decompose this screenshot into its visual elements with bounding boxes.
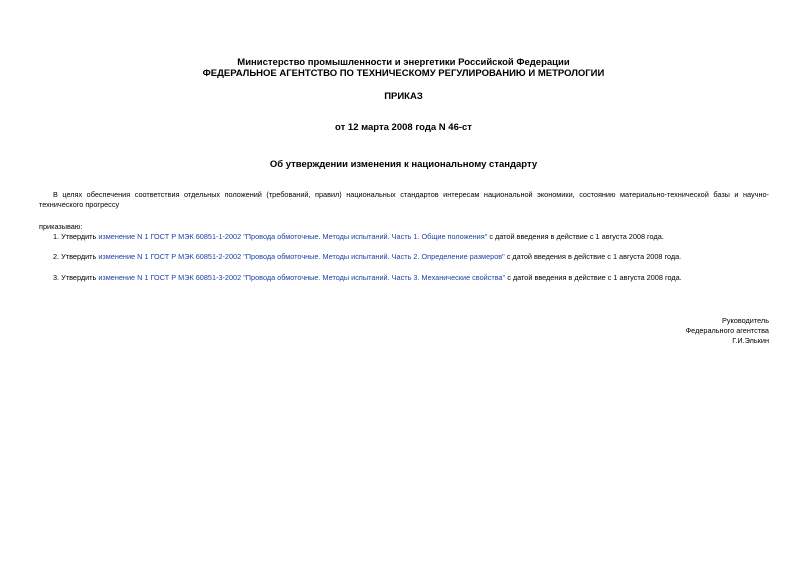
order-item-2 [53, 252, 681, 262]
order-item-suffix: с датой введения в действие с 1 августа 2008 года. [487, 232, 664, 241]
order-item-suffix: с датой введения в действие с 1 августа 2008 года. [504, 252, 682, 261]
ministry-heading: Министерство промышленности и энергетики Российской Федерации [237, 57, 570, 68]
orders-label: приказываю: [39, 222, 83, 231]
order-item-prefix: 1. Утвердить [53, 232, 99, 241]
signature-name: Г.И.Элькин [732, 336, 769, 345]
order-item-prefix: 2. Утвердить [53, 252, 99, 261]
standard-link-3[interactable]: изменение N 1 ГОСТ Р МЭК 60851-3-2002 "Провода обмоточные. Методы испытаний. Часть 3. Механические свойства" [98, 273, 506, 282]
order-subject: Об утверждении изменения к национальному стандарту [269, 159, 538, 170]
standard-link-2[interactable]: изменение N 1 ГОСТ Р МЭК 60851-2-2002 "Провода обмоточные. Методы испытаний. Часть 2. Определение размеров" [98, 252, 505, 261]
order-title: ПРИКАЗ [384, 91, 423, 102]
order-item-1 [53, 232, 664, 242]
order-item-prefix: 3. Утвердить [53, 273, 99, 282]
order-item-3 [53, 273, 682, 283]
intro-paragraph: В целях обеспечения соответствия отдельных положений (требований, правил) национальных стандартов интересам национальной экономики, состоянию материально-технической базы и научно-технического прогрессу [39, 190, 769, 209]
signature-block [686, 316, 769, 346]
signature-position: Руководитель [721, 316, 769, 325]
order-item-suffix: с датой введения в действие с 1 августа 2008 года. [505, 273, 682, 282]
order-date: от 12 марта 2008 года N 46-ст [335, 122, 472, 133]
signature-organization: Федерального агентства [685, 326, 769, 335]
standard-link-1[interactable]: изменение N 1 ГОСТ Р МЭК 60851-1-2002 "Провода обмоточные. Методы испытаний. Часть 1. Общие положения" [98, 232, 488, 241]
agency-heading: ФЕДЕРАЛЬНОЕ АГЕНТСТВО ПО ТЕХНИЧЕСКОМУ РЕГУЛИРОВАНИЮ И МЕТРОЛОГИИ [202, 68, 605, 79]
